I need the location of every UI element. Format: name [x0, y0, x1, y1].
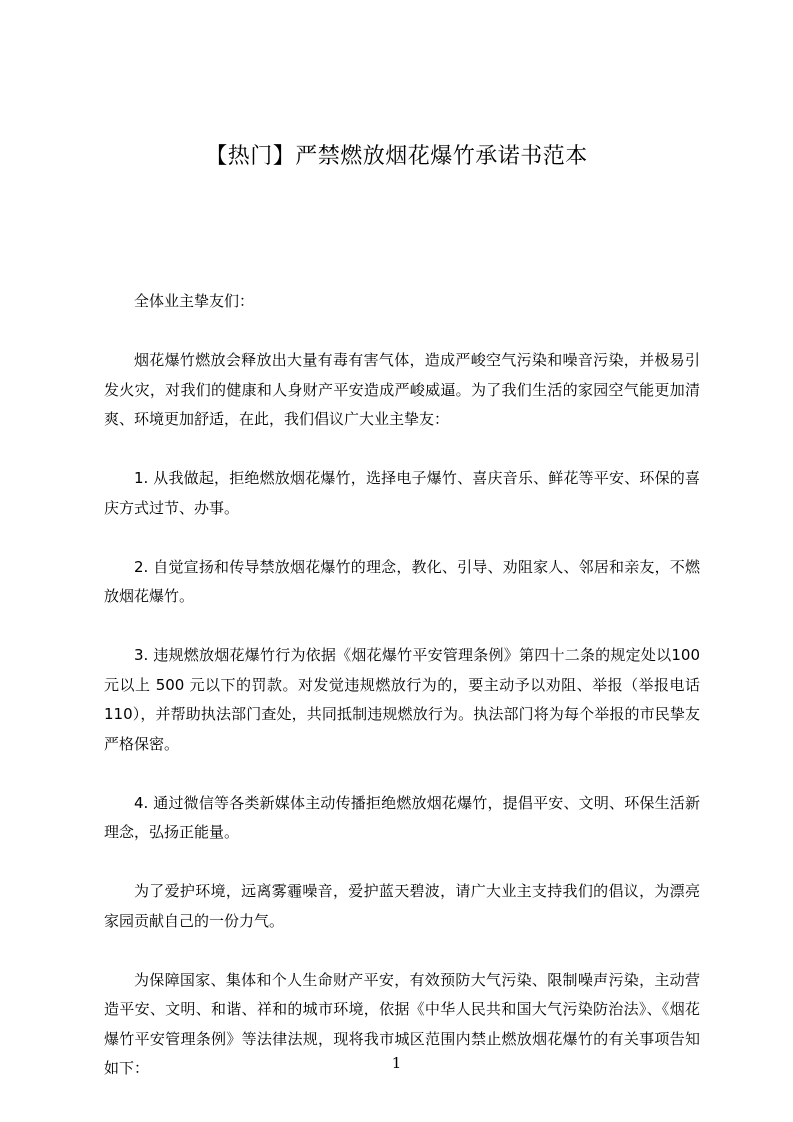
appeal-paragraph: 为了爱护环境，远离雾霾噪音，爱护蓝天碧波，请广大业主支持我们的倡议，为漂亮家园贡献自己的一份力气。 — [104, 882, 700, 930]
page-number: 1 — [391, 1054, 402, 1072]
document-title: 【热门】严禁燃放烟花爆竹承诺书范本 — [205, 144, 588, 169]
document-body — [104, 287, 700, 1113]
notice-paragraph: 为保障国家、集体和个人生命财产平安，有效预防大气污染、限制噪声污染，主动营造平安、文明、和谐、祥和的城市环境，依据《中华人民共和国大气污染防治法》、《烟花爆竹平安管理条例》等法律法规，现将我市城区范围内禁止燃放烟花爆竹的有关事项告知如下： — [104, 970, 700, 1077]
intro-paragraph: 烟花爆竹燃放会释放出大量有毒有害气体，造成严峻空气污染和噪音污染，并极易引发火灾，对我们的健康和人身财产平安造成严峻威逼。为了我们生活的家园空气能更加清爽、环境更加舒适，在此，我们倡议广大业主挚友： — [104, 351, 700, 428]
salutation: 全体业主挚友们： — [134, 292, 255, 310]
item-1-paragraph: 1. 从我做起，拒绝燃放烟花爆竹，选择电子爆竹、喜庆音乐、鲜花等平安、环保的喜庆方式过节、办事。 — [104, 469, 700, 517]
item-2-paragraph: 2. 自觉宣扬和传导禁放烟花爆竹的理念，教化、引导、劝阻家人、邻居和亲友，不燃放烟花爆竹。 — [104, 557, 700, 605]
item-4-paragraph: 4. 通过微信等各类新媒体主动传播拒绝燃放烟花爆竹，提倡平安、文明、环保生活新理念，弘扬正能量。 — [104, 793, 700, 841]
item-3-paragraph: 3. 违规燃放烟花爆竹行为依据《烟花爆竹平安管理条例》第四十二条的规定处以100 元以上 500 元以下的罚款。对发觉违规燃放行为的，要主动予以劝阻、举报（举报电话 110），并帮助执法部门查处，共同抵制违规燃放行为。执法部门将为每个举报的市民挚友严格保密。 — [104, 646, 700, 753]
